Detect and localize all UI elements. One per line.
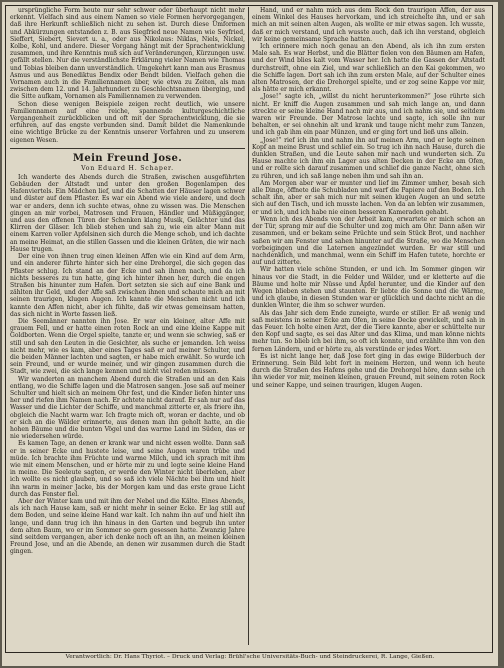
story-paragraph: Hand, und er nahm mich aus dem Rock den traurigen Affen, der aus einem Winkel des Hauses hervorkam, und ich streichelte ihn, und er sah mich an mit seinen alten Augen, als wollte er mir etwas sagen. Ich wusste, daß er mich verstand, und ich wusste auch, daß ich ihn verstand, obgleich wir keine gemeinsame Sprache hatten.: [252, 7, 485, 43]
intro-article: [10, 7, 245, 144]
story-paragraph: Wir hatten viele schöne Stunden, er und ich. Im Sommer gingen wir hinaus vor die Stadt, in die Felder und Wälder, und er kletterte auf die Bäume und holte mir Nüsse und Äpfel herunter, und die Kinder auf den Wegen blieben stehen und staunten. Er liebte die Sonne und die Wärme, und ich glaube, in diesen Stunden war er glücklich und dachte nicht an die dunklen Winter, die ihm so schwer wurden.: [252, 266, 485, 310]
story-paragraph: „Jose!“ rief ich ihn und nahm ihn auf meinen Arm, und er legte seinen Kopf an meine Brust und schlief ein. So trug ich ihn nach Hause, durch die dunklen Straßen, und die Leute sahen mir nach und wunderten sich. Zu Hause machte ich ihm ein Lager aus alten Decken in der Ecke am Ofen, und er rollte sich darauf zusammen und schlief die ganze Nacht, ohne sich zu rühren, und ich saß lange neben ihm und sah ihn an.: [252, 136, 485, 180]
story-paragraph: Es ist nicht lange her, daß Jose fort ging in das ewige Bilderbuch der Erinnerung. Sein Bild lebt fort in meinem Herzen, und wenn ich heute durch die Straßen des Hafens gehe und die Drehorgel höre, dann sehe ich ihn wieder vor mir, meinen kleinen, grauen Freund, mit seinem roten Rock und seiner Kappe, und seinen traurigen, klugen Augen.: [252, 352, 485, 389]
story-paragraph: Ich wanderte des Abends durch die Straßen, zwischen ausgeführten Gebäuden der Altstadt und unter den großen Bogenlampen des Hafenviertels. Ein Mädchen lief, und die Schatten der Häuser lagen schwer und düster auf dem Pflaster. Es war ein Abend wie viele andere, und doch war er anders, denn ich suchte etwas, ohne zu wissen was. Die Menschen gingen an mir vorbei, Matrosen und Frauen, Händler und Müßiggänger, und aus den offenen Türen der Schenken klang Musik, Gelächter und das Klirren der Gläser. Ich blieb stehen und sah zu, wie ein alter Mann mit einem Karren voller Apfelsinen sich durch die Menge schob, und ich dachte an meine Heimat, an die stillen Gassen und die kleinen Gräten, die wir nach Hause trugen.: [10, 173, 245, 253]
right-column: [252, 7, 485, 645]
section-divider: [10, 148, 245, 149]
story-paragraph: „Jose!“ sagte ich, „willst du nicht herunterkommen?“ Jose rührte sich nicht. Er kniff die Augen zusammen und sah mich lange an, und dann streckte er seine kleine Hand nach mir aus, und ich nahm sie, und seitdem waren wir Freunde. Der Matrose lachte und sagte, ich solle ihn nur behalten, er sei ohnehin alt und krank und tauge nicht mehr zum Tanzen, und ich gab ihm ein paar Münzen, und er ging fort und ließ uns allein.: [252, 93, 485, 137]
story-paragraph: Am Morgen aber war er munter und lief im Zimmer umher, besah sich alle Dinge, öffnete die Schubladen und warf die Papiere auf den Boden. Ich schalt ihn, aber er sah mich nur mit seinen klugen Augen an und setzte sich auf den Tisch, und ich musste lachen. Von da an lebten wir zusammen, er und ich, und ich habe nie einen besseren Kameraden gehabt.: [252, 179, 485, 216]
story-paragraph: Ich erinnere mich noch genau an den Abend, als ich ihn zum ersten Male sah. Es war Herbst, und die Blätter fielen von den Bäumen am Hafen, und der Wind blies kalt vom Wasser her. Ich hatte die Gassen der Altstadt durchstreift, ohne ein Ziel, und war schließlich an den Kai gekommen, wo die Schiffe lagen. Dort sah ich ihn zum ersten Male, auf der Schulter eines alten Matrosen, der die Drehorgel spielte, und er zog seine Kappe vor mir, als hätte er mich erkannt.: [252, 43, 485, 94]
story-paragraph: Als das Jahr sich dem Ende zuneigte, wurde er stiller. Er aß wenig und saß meistens in seiner Ecke am Ofen, in seine Decke gewickelt, und sah in das Feuer. Ich holte einen Arzt, der die Tiere kannte, aber er schüttelte nur den Kopf und sagte, es sei das Alter und das Klima, und man könne nichts mehr tun. So blieb ich bei ihm, so oft ich konnte, und erzählte ihm von den fernen Ländern, und er hörte zu, als verstünde er jedes Wort.: [252, 309, 485, 353]
column-rule: [248, 7, 249, 645]
story-byline: Von Eduard H. Schaper.: [81, 164, 174, 172]
story-paragraph: Wenn ich des Abends von der Arbeit kam, erwartete er mich schon an der Tür, sprang mir auf die Schulter und zog mich am Ohr. Dann aßen wir zusammen, und er bekam seine Früchte und sein Stück Brot, und nachher saßen wir am Fenster und sahen hinunter auf die Straße, wo die Menschen vorbeigingen und die Laternen angezündet wurden. Er war still und nachdenklich, und manchmal, wenn ein Schiff im Hafen tutete, horchte er auf und zitterte.: [252, 215, 485, 267]
intro-paragraph: ursprüngliche Form heute nur sehr schwer oder überhaupt nicht mehr erkennt. Vielfach sind aus einem Namen so viele Formen hervorgegangen, daß ihre Herkunft schließlich nicht zu sehen ist. Durch diese Umformen und Abkürzungen entstanden z. B. aus Siegfried neue Namen wie Seyfried, Sieffert, Siebert, Sievert u. a., oder aus Nikolaus: Niklas, Niels, Nickel, Kolbe, Kohl, und andere. Dieser Vorgang hängt mit der Sprachentwicklung zusammen, und ihre Kenntnis muß sich auf Veränderungen, Kürzungen usw. gefällt stellen. Nur die verständlichste Erklärung vieler Namen wie Thomas und Tobias bleiben dann unverständlich. Umgekehrt kann man aus Erasmus Asmus und aus Benediktus Bendix oder Bendt bilden. Vielfach gehen die Vornamen auch in die Familiennamen über, wie etwa zu Zeiten, als man zwischen dem 12. und 14. Jahrhundert zu Geschlechtsnamen überging, und die Sitte aufkam, Vornamen als Familiennamen zu verwenden.: [10, 7, 245, 101]
imprint-footer: Verantwortlich: Dr. Hans Thyriot. – Druck und Verlag: Brühl'sche Universitäts-Buch- und Steindruckerei, R. Lange, Gießen.: [65, 654, 435, 660]
intro-paragraph: Schon diese wenigen Beispiele zeigen recht deutlich, wie unsere Familiennamen auf eine reiche, spannende kulturgeschichtliche Vergangenheit zurückblicken und oft mit der Sprachentwicklung, die sie erfuhren, auf das engste verbunden sind. Damit bildet die Namenkunde eine wichtige Brücke zu der Kenntnis unserer Vorfahren und zu unserem eigenen Wesen.: [10, 100, 245, 144]
story-body: [10, 174, 245, 556]
story-paragraph: Der eine von ihnen trug einen kleinen Affen wie ein Kind auf dem Arm, und ein anderer führte hinter sich her eine Drehorgel, die sich gegen das Pflaster schlug. Ich stand an der Ecke und sah ihnen nach, und da ich nichts besseres zu tun hatte, ging ich hinter ihnen her, durch die engen Straßen bis hinunter zum Hafen. Dort setzten sie sich auf eine Bank und zählten ihr Geld, und der Affe saß zwischen ihnen und schaute mich an mit seinen traurigen, klugen Augen. Ich kannte die Menschen nicht und ich kannte den Affen nicht, aber ich fühlte, daß wir etwas gemeinsam hatten, das sich nicht in Worte fassen ließ.: [10, 253, 245, 318]
story-paragraph: Es kamen Tage, an denen er krank war und nicht essen wollte. Dann saß er in seiner Ecke und hustete leise, und seine Augen waren trübe und müde. Ich brachte ihm Früchte und warme Milch, und ich sprach mit ihm wie mit einem Menschen, und er hörte mir zu und legte seine kleine Hand in meine. Die Seeleute sagten, er werde den Winter nicht überleben, aber ich wollte es nicht glauben, und so saß ich viele Nächte bei ihm und hielt ihn warm in meiner Jacke, bis der Morgen kam und das erste graue Licht durch das Fenster fiel.: [10, 440, 245, 498]
story-title: Mein Freund Jose.: [72, 152, 183, 164]
newspaper-page: [2, 2, 498, 666]
story-paragraph: Aber der Winter kam und mit ihm der Nebel und die Kälte. Eines Abends, als ich nach Hause kam, saß er nicht mehr in seiner Ecke. Er lag still auf dem Boden, und seine kleine Hand war kalt. Ich nahm ihn auf und hielt ihn lange, und dann trug ich ihn hinaus in den Garten und begrub ihn unter dem alten Baum, wo er im Sommer so gern gesessen hatte. Zwanzig Jahre sind seitdem vergangen, aber ich denke noch oft an ihn, an meinen kleinen Freund Jose, und an die Abende, an denen wir zusammen durch die Stadt gingen.: [10, 498, 245, 556]
left-column: [10, 7, 245, 645]
story-paragraph: Die Seemänner nannten ihn Jose. Er war ein kleiner, alter Affe mit grauem Fell, und er hatte einen roten Rock an und eine kleine Kappe mit Goldborten. Wenn die Orgel spielte, tanzte er, und wenn sie schwieg, saß er still und sah den Leuten in die Gesichter, als suche er jemanden. Ich weiss nicht mehr, wie es kam, aber eines Tages saß er auf meiner Schulter, und die beiden Männer lachten und sagten, er habe mich erwählt. So wurde ich sein Freund, und er wurde meiner, und wir gingen zusammen durch die Stadt, wie zwei, die sich lange kennen und nicht viel reden müssen.: [10, 317, 245, 376]
story-paragraph: Wir wanderten an manchem Abend durch die Straßen und an den Kais entlang, wo die Schiffe lagen und die Matrosen sangen. Jose saß auf meiner Schulter und hielt sich an meinem Ohr fest, und die Kinder liefen hinter uns her und riefen ihm Namen nach. Er achtete nicht darauf. Er sah nur auf das Wasser und die Lichter der Schiffe, und manchmal zitterte er, als friere ihn, obgleich die Nacht warm war. Ich fragte mich oft, woran er dachte, und ob er sich an die Wälder erinnerte, aus denen man ihn geholt hatte, an die hohen Bäume und die bunten Vögel und das warme Land im Süden, das er nie wiedersehen würde.: [10, 375, 245, 441]
